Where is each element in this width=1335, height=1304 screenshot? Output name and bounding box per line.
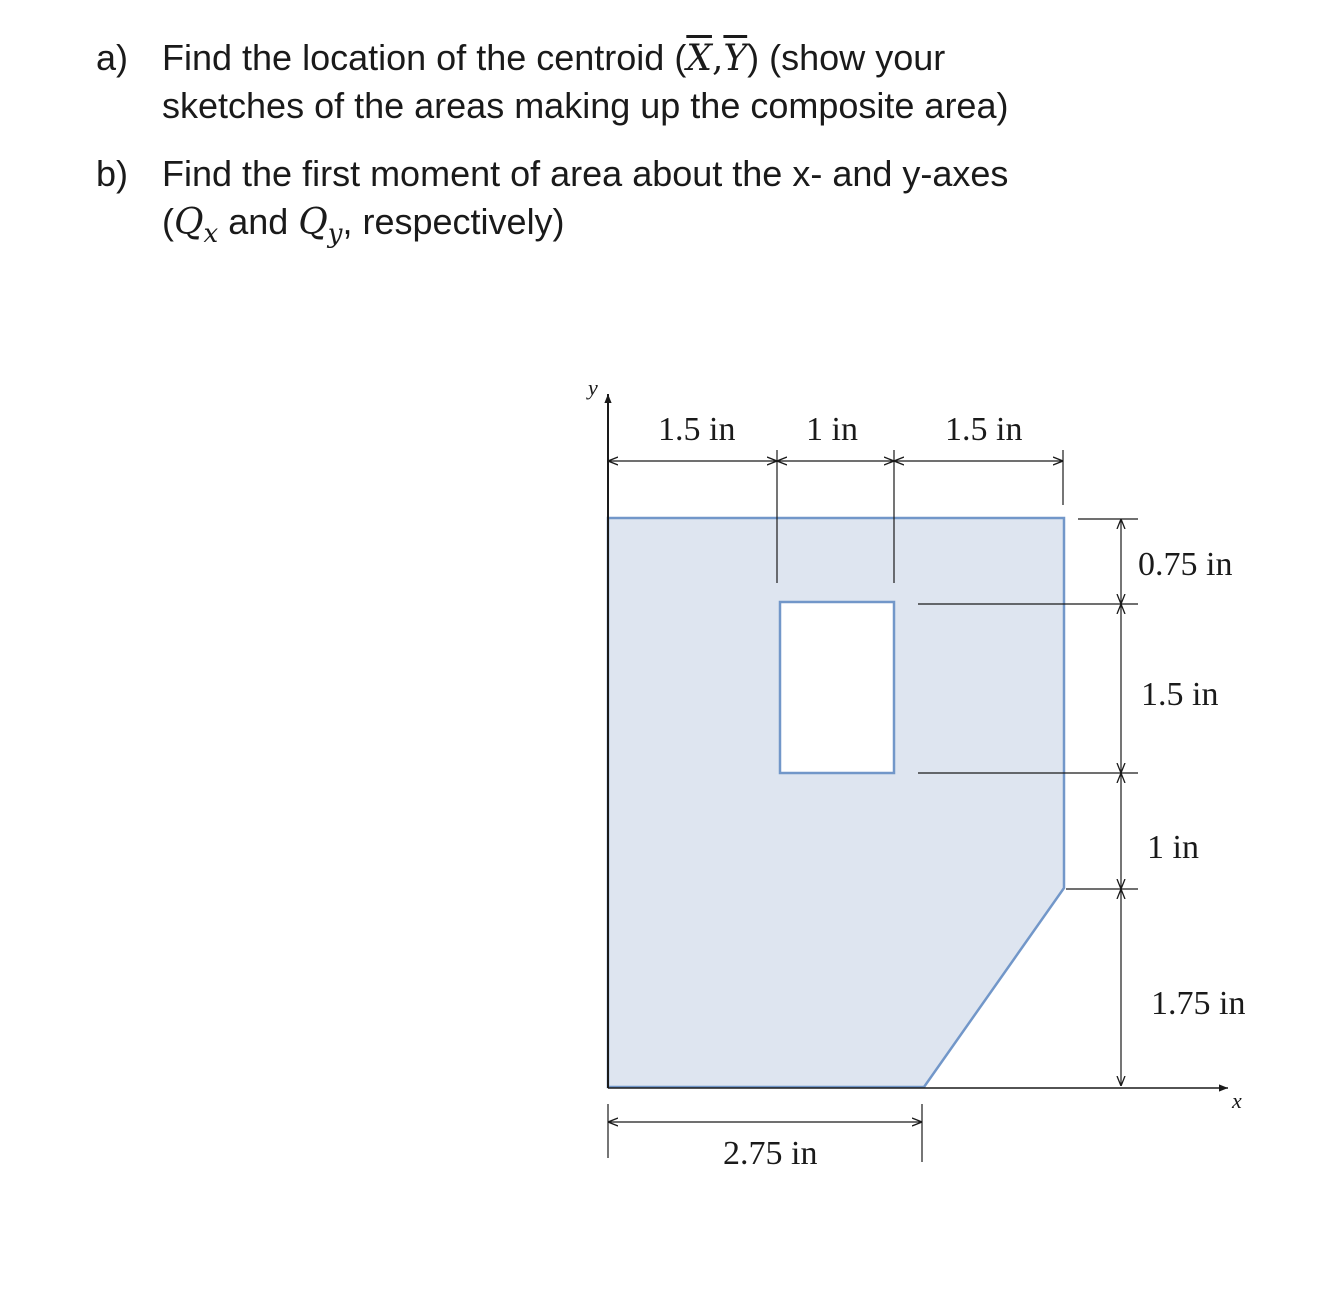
y-axis-label: y bbox=[588, 375, 598, 400]
x-axis-label: x bbox=[1232, 1088, 1242, 1113]
question-b-line1: Find the first moment of area about the x- and y-axes bbox=[162, 153, 1009, 194]
question-b-letter: b) bbox=[96, 153, 129, 194]
qx-subscript: x bbox=[203, 219, 219, 249]
centroid-x-symbol: $\overline{X}$ bbox=[686, 38, 712, 79]
question-b-and: and bbox=[218, 201, 299, 242]
question-a-letter: a) bbox=[96, 37, 129, 78]
right-dimension-label-4: 1.75 in bbox=[1151, 985, 1246, 1022]
qy-symbol: Q bbox=[298, 202, 328, 243]
question-b-open-paren: ( bbox=[162, 201, 174, 242]
right-dimension-label-2: 1.5 in bbox=[1141, 676, 1219, 713]
centroid-y-symbol: $\overline{Y}$ bbox=[723, 38, 748, 79]
qx-symbol: Q bbox=[174, 202, 204, 243]
question-a-line2: sketches of the areas making up the composite area) bbox=[162, 85, 1009, 126]
right-dimension-label-1: 0.75 in bbox=[1138, 546, 1233, 583]
top-dimension-label-3: 1.5 in bbox=[945, 411, 1023, 448]
centroid-separator: , bbox=[711, 38, 724, 79]
top-dimension-label-1: 1.5 in bbox=[658, 411, 736, 448]
question-a-line1-post: ) (show your bbox=[747, 37, 946, 78]
rectangular-cutout bbox=[780, 602, 894, 773]
question-a-line1-pre: Find the location of the centroid ( bbox=[162, 37, 687, 78]
question-b-line2-post: , respectively) bbox=[342, 201, 565, 242]
qy-subscript: y bbox=[327, 219, 343, 249]
bottom-dimension-label: 2.75 in bbox=[723, 1135, 818, 1172]
right-dimension-label-3: 1 in bbox=[1147, 829, 1199, 866]
top-dimension-label-2: 1 in bbox=[806, 411, 858, 448]
